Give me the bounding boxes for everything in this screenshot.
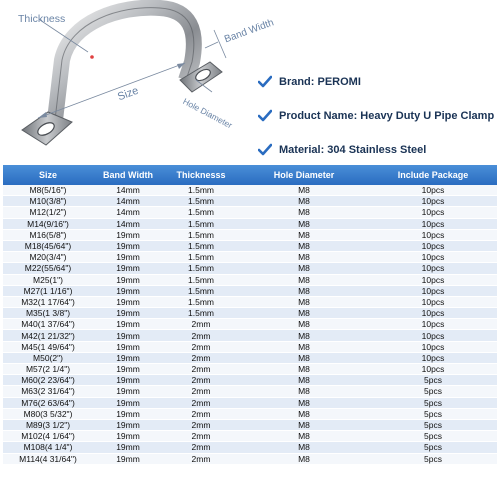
table-row: [3, 263, 497, 274]
cell-size: M80(3 5/32"): [23, 408, 73, 419]
cell-hole-diameter: M8: [298, 274, 310, 285]
cell-include-package: 10pcs: [421, 241, 445, 252]
spec-material-text: Material: 304 Stainless Steel: [279, 144, 427, 156]
cell-band-width: 19mm: [116, 408, 140, 419]
cell-size: M42(1 21/32"): [21, 330, 75, 341]
cell-size: M27(1 1/16"): [23, 285, 73, 296]
table-row: [3, 353, 497, 364]
table-row: [3, 230, 497, 241]
cell-include-package: 10pcs: [421, 218, 445, 229]
cell-include-package: 5pcs: [424, 375, 442, 386]
hole-diameter-label: Hole Diameter: [181, 96, 234, 131]
cell-band-width: 19mm: [116, 341, 140, 352]
cell-size: M40(1 37/64"): [21, 319, 75, 330]
cell-size: M18(45/64"): [24, 241, 72, 252]
cell-band-width: 19mm: [116, 386, 140, 397]
cell-hole-diameter: M8: [298, 229, 310, 240]
cell-thickness: 1.5mm: [188, 296, 214, 307]
cell-band-width: 19mm: [116, 453, 140, 464]
cell-size: M14(9/16"): [27, 218, 69, 229]
cell-band-width: 19mm: [116, 274, 140, 285]
cell-thickness: 1.5mm: [188, 263, 214, 274]
header-hole-diameter: Hole Diameter: [273, 170, 335, 180]
cell-include-package: 10pcs: [421, 364, 445, 375]
cell-thickness: 1.5mm: [188, 274, 214, 285]
cell-include-package: 10pcs: [421, 274, 445, 285]
cell-size: M76(2 63/64"): [21, 397, 75, 408]
cell-thickness: 2mm: [191, 397, 211, 408]
table-row: [3, 241, 497, 252]
cell-hole-diameter: M8: [298, 252, 310, 263]
spec-brand: [258, 65, 498, 99]
cell-hole-diameter: M8: [298, 375, 310, 386]
cell-band-width: 19mm: [116, 375, 140, 386]
cell-include-package: 10pcs: [421, 296, 445, 307]
header-size: Size: [38, 170, 57, 180]
cell-include-package: 5pcs: [424, 408, 442, 419]
header-thickness: Thicknesss: [176, 170, 226, 180]
cell-include-package: 10pcs: [421, 285, 445, 296]
cell-band-width: 19mm: [116, 229, 140, 240]
cell-band-width: 19mm: [116, 241, 140, 252]
clamp-band: [55, 8, 194, 120]
cell-thickness: 1.5mm: [188, 185, 214, 196]
thickness-marker: [90, 55, 94, 59]
table-row: [3, 454, 497, 465]
cell-size: M25(1"): [33, 274, 63, 285]
cell-hole-diameter: M8: [298, 218, 310, 229]
left-foot-tab: [22, 112, 72, 145]
spec-material: [258, 133, 498, 167]
cell-size: M108(4 1/4"): [23, 442, 73, 453]
cell-hole-diameter: M8: [298, 308, 310, 319]
cell-thickness: 1.5mm: [188, 218, 214, 229]
cell-hole-diameter: M8: [298, 420, 310, 431]
table-row: [3, 252, 497, 263]
cell-include-package: 10pcs: [421, 319, 445, 330]
cell-thickness: 1.5mm: [188, 308, 214, 319]
cell-band-width: 14mm: [116, 196, 140, 207]
cell-include-package: 5pcs: [424, 386, 442, 397]
cell-hole-diameter: M8: [298, 196, 310, 207]
cell-band-width: 19mm: [116, 442, 140, 453]
size-label: Size: [116, 84, 141, 104]
cell-hole-diameter: M8: [298, 185, 310, 196]
table-row: [3, 319, 497, 330]
cell-band-width: 19mm: [116, 364, 140, 375]
table-row: [3, 386, 497, 397]
table-row: [3, 375, 497, 386]
cell-thickness: 2mm: [191, 453, 211, 464]
table-row: [3, 330, 497, 341]
cell-thickness: 2mm: [191, 330, 211, 341]
header-band-width: Band Width: [103, 170, 153, 180]
cell-size: M35(1 3/8"): [25, 308, 71, 319]
cell-size: M16(5/8"): [29, 229, 67, 240]
table-row: [3, 207, 497, 218]
table-row: [3, 286, 497, 297]
cell-thickness: 2mm: [191, 408, 211, 419]
cell-band-width: 19mm: [116, 308, 140, 319]
cell-size: M60(2 23/64"): [21, 375, 75, 386]
table-row: [3, 364, 497, 375]
cell-include-package: 10pcs: [421, 308, 445, 319]
thickness-label: Thickness: [18, 13, 66, 25]
cell-thickness: 1.5mm: [188, 285, 214, 296]
cell-thickness: 1.5mm: [188, 196, 214, 207]
cell-hole-diameter: M8: [298, 341, 310, 352]
cell-size: M63(2 31/64"): [21, 386, 75, 397]
table-row: [3, 297, 497, 308]
cell-thickness: 2mm: [191, 442, 211, 453]
cell-include-package: 10pcs: [421, 252, 445, 263]
table-row: [3, 219, 497, 230]
table-row: [3, 342, 497, 353]
product-illustration: [0, 0, 276, 165]
cell-band-width: 14mm: [116, 218, 140, 229]
cell-include-package: 10pcs: [421, 207, 445, 218]
cell-hole-diameter: M8: [298, 386, 310, 397]
cell-size: M102(4 1/64"): [21, 431, 75, 442]
cell-include-package: 5pcs: [424, 420, 442, 431]
cell-band-width: 19mm: [116, 397, 140, 408]
cell-hole-diameter: M8: [298, 296, 310, 307]
cell-include-package: 10pcs: [421, 330, 445, 341]
check-icon: [258, 109, 272, 123]
cell-band-width: 19mm: [116, 296, 140, 307]
cell-band-width: 19mm: [116, 330, 140, 341]
spec-product-name: [258, 99, 498, 133]
table-row: [3, 398, 497, 409]
table-row: [3, 431, 497, 442]
cell-thickness: 1.5mm: [188, 252, 214, 263]
cell-thickness: 2mm: [191, 420, 211, 431]
cell-include-package: 10pcs: [421, 185, 445, 196]
table-body: [3, 185, 497, 465]
cell-thickness: 2mm: [191, 386, 211, 397]
cell-hole-diameter: M8: [298, 397, 310, 408]
table-row: [3, 275, 497, 286]
cell-band-width: 19mm: [116, 252, 140, 263]
cell-thickness: 2mm: [191, 364, 211, 375]
cell-include-package: 5pcs: [424, 397, 442, 408]
cell-size: M89(3 1/2"): [25, 420, 71, 431]
check-icon: [258, 143, 272, 157]
cell-band-width: 19mm: [116, 431, 140, 442]
cell-include-package: 5pcs: [424, 431, 442, 442]
cell-size: M57(2 1/4"): [25, 364, 71, 375]
cell-size: M20(3/4"): [29, 252, 67, 263]
cell-band-width: 14mm: [116, 207, 140, 218]
cell-hole-diameter: M8: [298, 285, 310, 296]
cell-size: M8(5/16"): [29, 185, 67, 196]
cell-include-package: 5pcs: [424, 442, 442, 453]
band-width-label: Band Width: [223, 17, 276, 46]
table-row: [3, 196, 497, 207]
cell-hole-diameter: M8: [298, 207, 310, 218]
cell-thickness: 1.5mm: [188, 241, 214, 252]
cell-size: M50(2"): [33, 352, 63, 363]
cell-thickness: 1.5mm: [188, 229, 214, 240]
cell-size: M12(1/2"): [29, 207, 67, 218]
cell-include-package: 10pcs: [421, 352, 445, 363]
table-header: [3, 165, 497, 185]
cell-band-width: 19mm: [116, 420, 140, 431]
cell-hole-diameter: M8: [298, 241, 310, 252]
cell-thickness: 2mm: [191, 341, 211, 352]
cell-band-width: 19mm: [116, 352, 140, 363]
cell-size: M10(3/8"): [29, 196, 67, 207]
cell-hole-diameter: M8: [298, 352, 310, 363]
header-include-package: Include Package: [397, 170, 469, 180]
cell-hole-diameter: M8: [298, 319, 310, 330]
cell-size: M22(55/64"): [24, 263, 72, 274]
table-row: [3, 185, 497, 196]
table-row: [3, 442, 497, 453]
product-specs: [258, 65, 498, 167]
cell-include-package: 10pcs: [421, 341, 445, 352]
cell-hole-diameter: M8: [298, 442, 310, 453]
cell-thickness: 2mm: [191, 375, 211, 386]
table-row: [3, 409, 497, 420]
cell-band-width: 19mm: [116, 285, 140, 296]
cell-hole-diameter: M8: [298, 263, 310, 274]
cell-size: M32(1 17/64"): [21, 296, 75, 307]
cell-include-package: 10pcs: [421, 229, 445, 240]
cell-hole-diameter: M8: [298, 408, 310, 419]
cell-hole-diameter: M8: [298, 453, 310, 464]
cell-thickness: 2mm: [191, 431, 211, 442]
cell-hole-diameter: M8: [298, 431, 310, 442]
cell-include-package: 5pcs: [424, 453, 442, 464]
cell-band-width: 14mm: [116, 185, 140, 196]
cell-hole-diameter: M8: [298, 364, 310, 375]
spec-brand-text: Brand: PEROMI: [279, 76, 361, 88]
cell-band-width: 19mm: [116, 319, 140, 330]
cell-size: M45(1 49/64"): [21, 341, 75, 352]
cell-thickness: 2mm: [191, 352, 211, 363]
cell-thickness: 2mm: [191, 319, 211, 330]
cell-include-package: 10pcs: [421, 196, 445, 207]
cell-band-width: 19mm: [116, 263, 140, 274]
spec-product-name-text: Product Name: Heavy Duty U Pipe Clamp: [279, 110, 495, 122]
cell-include-package: 10pcs: [421, 263, 445, 274]
cell-hole-diameter: M8: [298, 330, 310, 341]
table-row: [3, 420, 497, 431]
check-icon: [258, 75, 272, 89]
cell-size: M114(4 31/64"): [19, 453, 77, 464]
table-row: [3, 308, 497, 319]
cell-thickness: 1.5mm: [188, 207, 214, 218]
size-table: [3, 165, 497, 465]
